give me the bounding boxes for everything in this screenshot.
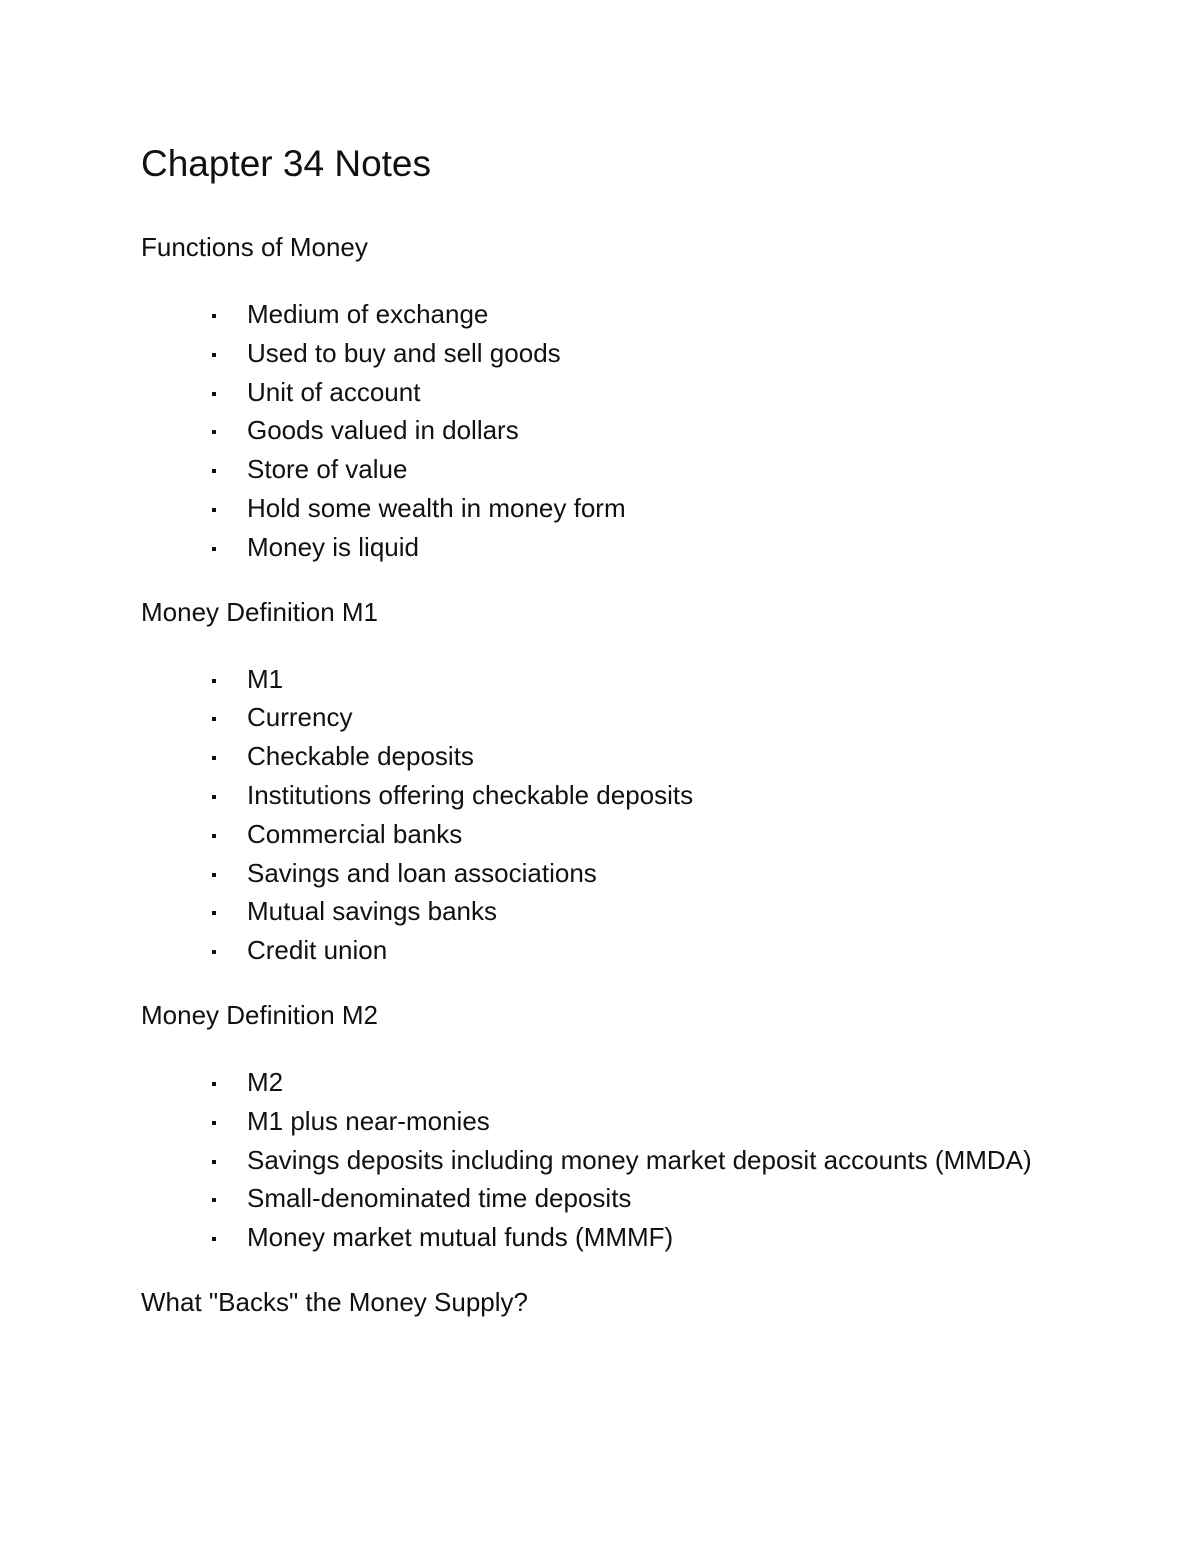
list-item <box>141 528 1047 567</box>
list-item-text: Goods valued in dollars <box>247 415 519 446</box>
bullet-icon <box>212 950 216 954</box>
list-item-text: Small-denominated time deposits <box>247 1183 632 1214</box>
list-item <box>141 295 1047 334</box>
bullet-icon <box>212 1237 216 1241</box>
list-item-text: M2 <box>247 1066 284 1097</box>
list-item <box>141 1141 1047 1180</box>
list-item <box>141 411 1047 450</box>
list-item-text: Money market mutual funds (MMMF) <box>247 1222 674 1253</box>
list-item-text: Checkable deposits <box>247 741 474 772</box>
section-heading-functions-of-money: Functions of Money <box>141 232 368 262</box>
list-item <box>141 1218 1047 1257</box>
bullet-icon <box>212 873 216 877</box>
list-item-text: Hold some wealth in money form <box>247 492 626 523</box>
list-item <box>141 931 1047 970</box>
list-item-text: Used to buy and sell goods <box>247 337 561 368</box>
list-item-text: Mutual savings banks <box>247 896 498 927</box>
bullet-icon <box>212 469 216 473</box>
list-item-text: Savings and loan associations <box>247 857 597 888</box>
list-item-text: Medium of exchange <box>247 299 489 329</box>
list-item <box>141 854 1047 893</box>
bullet-icon <box>212 1082 216 1086</box>
bullet-icon <box>212 679 216 683</box>
page-title: Chapter 34 Notes <box>141 143 432 184</box>
list-item <box>141 660 1047 699</box>
bullet-icon <box>212 756 216 760</box>
list-item-text: Commercial banks <box>247 818 463 849</box>
section-heading-money-definition-m1: Money Definition M1 <box>141 596 378 627</box>
bullet-icon <box>212 392 216 396</box>
bullet-icon <box>212 911 216 915</box>
list-item <box>141 450 1047 489</box>
list-item <box>141 892 1047 931</box>
list-item <box>141 815 1047 854</box>
bullet-icon <box>212 795 216 799</box>
bullet-icon <box>212 314 216 318</box>
bullet-icon <box>212 1121 216 1125</box>
bullet-icon <box>212 834 216 838</box>
list-item <box>141 1102 1047 1141</box>
section-heading-money-definition-m2: Money Definition M2 <box>141 999 378 1030</box>
bullet-icon <box>212 1160 216 1164</box>
list-item-text: Credit union <box>247 935 388 966</box>
list-item-text: Savings deposits including money market deposit accounts (MMDA) <box>247 1144 1032 1175</box>
list-item-text: Currency <box>247 702 353 733</box>
bullet-list-functions-of-money <box>141 295 1121 567</box>
list-item <box>141 698 1047 737</box>
bullet-list-money-definition-m1 <box>141 660 1121 970</box>
list-item <box>141 334 1047 373</box>
list-item-text: M1 plus near-monies <box>247 1105 490 1136</box>
list-item-text: Institutions offering checkable deposits <box>247 779 694 810</box>
document-page <box>141 140 1121 1319</box>
bullet-icon <box>212 1198 216 1202</box>
list-item-text: Money is liquid <box>247 531 419 562</box>
list-item-text: Unit of account <box>247 376 421 407</box>
list-item <box>141 1063 1047 1102</box>
bullet-icon <box>212 430 216 434</box>
list-item <box>141 776 1047 815</box>
section-heading-what-backs-the-money-supply: What "Backs" the Money Supply? <box>141 1286 528 1317</box>
bullet-list-money-definition-m2 <box>141 1063 1121 1257</box>
list-item <box>141 1179 1047 1218</box>
list-item-text: M1 <box>247 663 284 694</box>
bullet-icon <box>212 717 216 721</box>
list-item <box>141 737 1047 776</box>
list-item <box>141 489 1047 528</box>
bullet-icon <box>212 353 216 357</box>
list-item <box>141 373 1047 412</box>
bullet-icon <box>212 547 216 551</box>
bullet-icon <box>212 508 216 512</box>
list-item-text: Store of value <box>247 454 408 485</box>
